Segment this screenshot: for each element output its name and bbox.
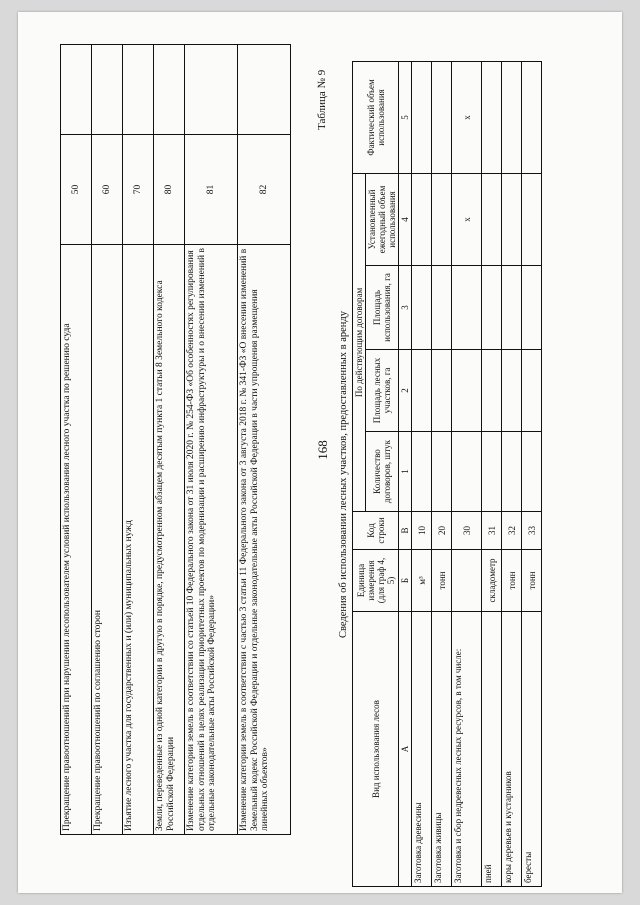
table-row bbox=[412, 61, 432, 886]
header-annual: Установленный ежегодный объем использования bbox=[366, 173, 399, 265]
row-kind: Заготовка живицы bbox=[432, 612, 452, 887]
row-kind: пней bbox=[482, 612, 502, 887]
row-unit: складометр bbox=[482, 550, 502, 612]
row-cell bbox=[432, 432, 452, 512]
row-unit: тонн bbox=[502, 550, 522, 612]
table-a-value bbox=[154, 45, 185, 135]
table-row bbox=[92, 45, 123, 835]
document-page bbox=[18, 12, 622, 893]
table-a-value bbox=[92, 45, 123, 135]
table-a-code: 82 bbox=[238, 135, 291, 245]
row-cell bbox=[412, 350, 432, 432]
table-a-text: Земли, переведенные из одной категории в другую в порядке, предусмотренном абзацем десятым пункта 1 статьи 8 Земельного кодекса Российской Федерации bbox=[154, 245, 185, 835]
page-number: 168 bbox=[315, 440, 330, 460]
table-row bbox=[432, 61, 452, 886]
header-actual: Фактический объем использования bbox=[353, 61, 399, 173]
row-unit: м³ bbox=[412, 550, 432, 612]
row-cell bbox=[522, 432, 542, 512]
table-a-value bbox=[238, 45, 291, 135]
row-code: 31 bbox=[482, 512, 502, 550]
table-b-rotated bbox=[336, 62, 608, 887]
row-cell bbox=[412, 173, 432, 265]
header-area-forest: Площадь лесных участков, га bbox=[366, 350, 399, 432]
row-cell bbox=[432, 173, 452, 265]
row-cell bbox=[522, 173, 542, 265]
row-unit: тонн bbox=[432, 550, 452, 612]
table-a-text: Изменение категории земель в соответствии с частью 3 статьи 11 Федерального закона от 3 августа 2018 г. № 341-ФЗ «О внесении изменений в Земельный кодекс Российской Федерации и отдельные законодательные акты Российской Федерации в части упрощения размещения линейных объектов» bbox=[238, 245, 291, 835]
table-a-code: 70 bbox=[123, 135, 154, 245]
row-cell bbox=[502, 61, 522, 173]
index-cell: 3 bbox=[399, 266, 412, 350]
row-cell bbox=[482, 173, 502, 265]
table-b bbox=[352, 61, 542, 887]
row-cell bbox=[452, 432, 482, 512]
table-row bbox=[154, 45, 185, 835]
row-cell: х bbox=[452, 173, 482, 265]
table-a-code: 81 bbox=[185, 135, 238, 245]
row-cell bbox=[452, 350, 482, 432]
row-cell bbox=[482, 61, 502, 173]
row-cell bbox=[432, 61, 452, 173]
table-row bbox=[123, 45, 154, 835]
header-code: Код строки bbox=[353, 512, 399, 550]
table-row bbox=[522, 61, 542, 886]
row-cell: х bbox=[452, 61, 482, 173]
row-cell bbox=[432, 350, 452, 432]
row-unit: тонн bbox=[522, 550, 542, 612]
row-cell bbox=[432, 266, 452, 350]
table-a-value bbox=[61, 45, 92, 135]
table-row bbox=[452, 61, 482, 886]
index-row bbox=[399, 61, 412, 886]
table-a-text: Изменение категории земель в соответствии со статьей 10 Федерального закона от 31 июля 2020 г. № 254-ФЗ «Об особенностях регулирования отдельных отношений в целях реализации приоритетных проектов по модернизации и расширению инфраструктуры и о внесении изменений в отдельные законодательные акты Российской Федерации» bbox=[185, 245, 238, 835]
table-a-text: Изъятие лесного участка для государственных и (или) муниципальных нужд bbox=[123, 245, 154, 835]
index-cell: 2 bbox=[399, 350, 412, 432]
table-row bbox=[61, 45, 92, 835]
index-cell: 5 bbox=[399, 61, 412, 173]
row-cell bbox=[502, 266, 522, 350]
header-count: Количество договоров, штук bbox=[366, 432, 399, 512]
table-a-code: 50 bbox=[61, 135, 92, 245]
row-kind: бересты bbox=[522, 612, 542, 887]
header-group: По действующим договорам bbox=[353, 173, 366, 511]
row-kind: Заготовка древесины bbox=[412, 612, 432, 887]
row-cell bbox=[452, 266, 482, 350]
table-row bbox=[185, 45, 238, 835]
table-a bbox=[60, 44, 291, 835]
row-cell bbox=[482, 266, 502, 350]
table-a-value bbox=[185, 45, 238, 135]
row-cell bbox=[412, 432, 432, 512]
row-cell bbox=[522, 350, 542, 432]
index-cell: А bbox=[399, 612, 412, 887]
table-number-label: Таблица № 9 bbox=[316, 69, 328, 130]
table-b-title: Сведения об использовании лесных участков, предоставленных в аренду bbox=[338, 310, 349, 639]
table-row bbox=[502, 61, 522, 886]
row-code: 30 bbox=[452, 512, 482, 550]
table-a-text: Прекращение правоотношений по соглашению сторон bbox=[92, 245, 123, 835]
row-cell bbox=[482, 432, 502, 512]
index-cell: Б bbox=[399, 550, 412, 612]
row-cell bbox=[412, 61, 432, 173]
table-a-text: Прекращение правоотношений при нарушении лесопользователем условий использования лесного участка по решению суда bbox=[61, 245, 92, 835]
index-cell: 1 bbox=[399, 432, 412, 512]
row-code: 20 bbox=[432, 512, 452, 550]
row-cell bbox=[522, 61, 542, 173]
table-row bbox=[482, 61, 502, 886]
index-cell: 4 bbox=[399, 173, 412, 265]
row-code: 10 bbox=[412, 512, 432, 550]
row-cell bbox=[522, 266, 542, 350]
row-code: 32 bbox=[502, 512, 522, 550]
row-cell bbox=[412, 266, 432, 350]
header-kind: Вид использования лесов bbox=[353, 612, 399, 887]
table-a-rotated bbox=[60, 45, 300, 835]
row-code: 33 bbox=[522, 512, 542, 550]
table-a-value bbox=[123, 45, 154, 135]
row-cell bbox=[502, 432, 522, 512]
row-cell bbox=[502, 173, 522, 265]
row-kind: коры деревьев и кустарников bbox=[502, 612, 522, 887]
row-cell bbox=[482, 350, 502, 432]
row-cell bbox=[502, 350, 522, 432]
header-unit: Единица измерения (для граф 4, 5) bbox=[353, 550, 399, 612]
header-area-use: Площадь использования, га bbox=[366, 266, 399, 350]
row-kind: Заготовка и сбор недревесных лесных ресурсов, в том числе: bbox=[452, 612, 482, 887]
table-row bbox=[238, 45, 291, 835]
index-cell: В bbox=[399, 512, 412, 550]
table-a-code: 60 bbox=[92, 135, 123, 245]
table-a-code: 80 bbox=[154, 135, 185, 245]
row-unit bbox=[452, 550, 482, 612]
